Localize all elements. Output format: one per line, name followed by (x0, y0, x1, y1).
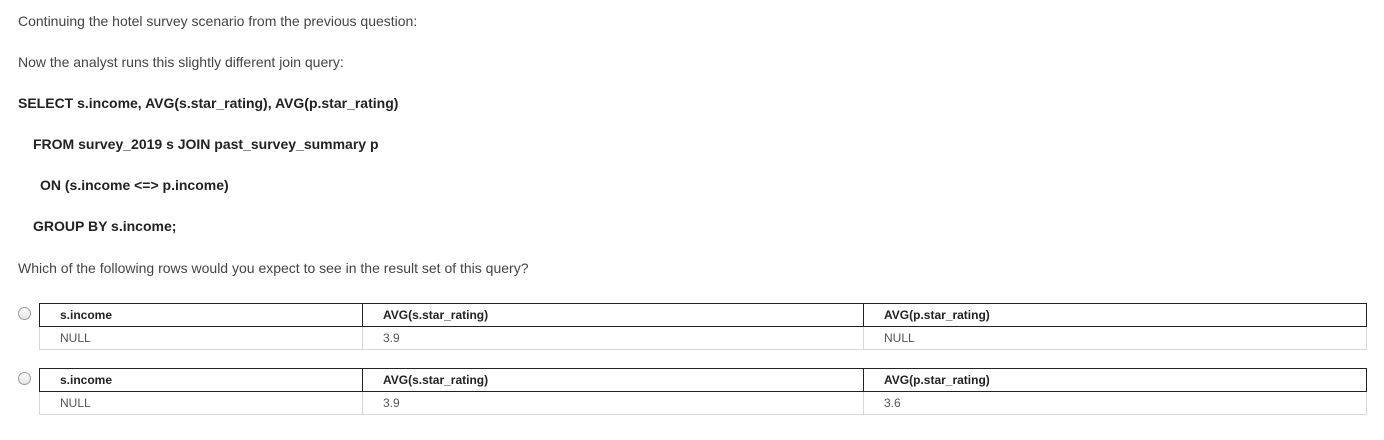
sql-line-select: SELECT s.income, AVG(s.star_rating), AVG(p.star_rating) (18, 95, 399, 111)
sql-line-group-by: GROUP BY s.income; (33, 218, 177, 234)
result-table-option-2 (39, 368, 1367, 415)
table-row (40, 327, 1367, 350)
result-table-option-1 (39, 303, 1367, 350)
cell-avg-s-star-rating: 3.9 (363, 327, 864, 350)
radio-button-option-2[interactable] (18, 372, 31, 385)
column-header-s-income: s.income (40, 369, 363, 392)
column-header-s-income: s.income (40, 304, 363, 327)
question-prompt: Which of the following rows would you expect to see in the result set of this query? (18, 260, 529, 276)
answer-option-1[interactable] (18, 303, 1366, 351)
cell-s-income: NULL (40, 392, 363, 415)
column-header-avg-s-star-rating: AVG(s.star_rating) (363, 369, 864, 392)
answer-option-2[interactable] (18, 368, 1366, 416)
cell-avg-p-star-rating: 3.6 (864, 392, 1367, 415)
cell-avg-p-star-rating: NULL (864, 327, 1367, 350)
question-intro: Continuing the hotel survey scenario from the previous question: (18, 13, 418, 29)
question-lead: Now the analyst runs this slightly different join query: (18, 54, 344, 70)
table-header-row (40, 369, 1367, 392)
cell-s-income: NULL (40, 327, 363, 350)
table-header-row (40, 304, 1367, 327)
table-row (40, 392, 1367, 415)
cell-avg-s-star-rating: 3.9 (363, 392, 864, 415)
radio-button-option-1[interactable] (18, 307, 31, 320)
sql-line-on: ON (s.income <=> p.income) (40, 177, 229, 193)
sql-line-from: FROM survey_2019 s JOIN past_survey_summary p (33, 136, 379, 152)
column-header-avg-p-star-rating: AVG(p.star_rating) (864, 304, 1367, 327)
column-header-avg-p-star-rating: AVG(p.star_rating) (864, 369, 1367, 392)
column-header-avg-s-star-rating: AVG(s.star_rating) (363, 304, 864, 327)
